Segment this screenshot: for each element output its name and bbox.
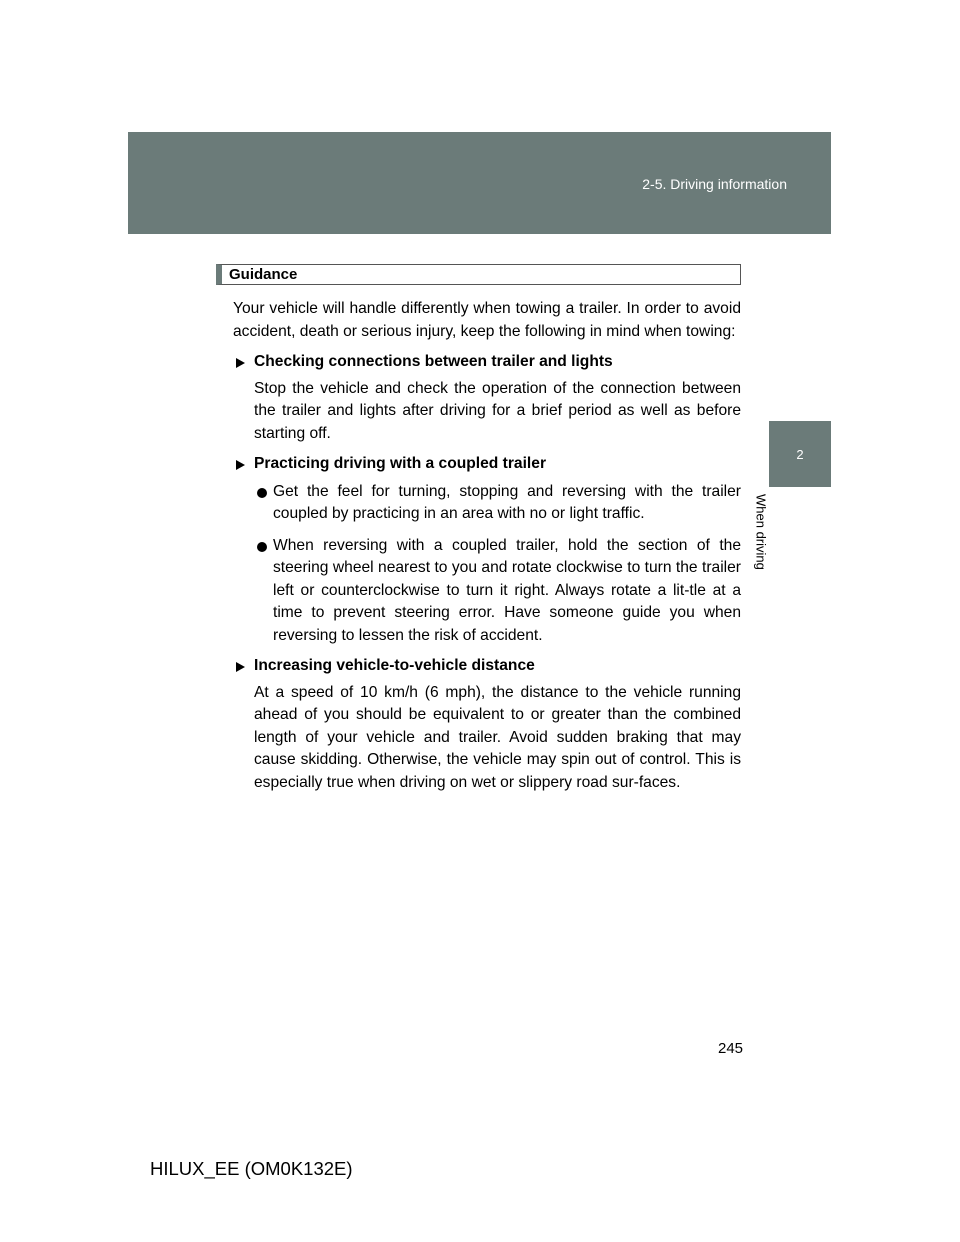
chapter-tab — [769, 421, 831, 487]
item-heading-text: Practicing driving with a coupled trailer — [254, 455, 547, 472]
dot-bullet-icon — [257, 542, 267, 552]
page-number: 245 — [718, 1040, 744, 1057]
guidance-box — [216, 264, 741, 285]
item-vehicle-distance — [233, 655, 741, 794]
triangle-bullet-icon — [236, 662, 245, 672]
triangle-bullet-icon — [236, 460, 245, 470]
item-practicing-driving — [233, 453, 741, 647]
item-heading — [233, 351, 741, 374]
header-band — [128, 132, 831, 234]
item-body: At a speed of 10 km/h (6 mph), the distance to the vehicle running ahead of you should be equivalent to or greater than the combined length of your vehicle and trailer. Avoid sudden braking that may cause skidding. Otherwise, the vehicle may spin out of control. This is especially true when driving on wet or slippery road sur-faces. — [254, 683, 741, 791]
item-heading — [233, 655, 741, 678]
guidance-title: Guidance — [229, 266, 298, 283]
bullet-item — [233, 481, 741, 526]
item-heading — [233, 453, 741, 476]
item-body: Stop the vehicle and check the operation of the connection between the trailer and lights after driving for a brief period as well as before starting off. — [254, 379, 741, 442]
section-title: 2-5. Driving information — [642, 176, 787, 192]
triangle-bullet-icon — [236, 358, 245, 368]
chapter-number: 2 — [796, 447, 804, 462]
intro-paragraph: Your vehicle will handle differently when towing a trailer. In order to avoid accident, death or serious injury, keep the following in mind when towing: — [233, 300, 741, 340]
chapter-caption-text: When driving — [753, 494, 769, 570]
chapter-caption — [753, 494, 810, 584]
bullet-text: Get the feel for turning, stopping and reversing with the trailer coupled by practicing in an area with no or light traffic. — [273, 482, 741, 522]
item-trailer-lights — [233, 351, 741, 445]
item-heading-text: Increasing vehicle-to-vehicle distance — [254, 657, 535, 674]
footer-code: HILUX_EE (OM0K132E) — [150, 1158, 353, 1179]
bullet-item — [233, 535, 741, 648]
bullet-text: When reversing with a coupled trailer, hold the section of the steering wheel nearest to you and rotate clockwise to turn the trailer left or counterclockwise to turn it right. Always rotate a lit-tle at a time to prevent steering error. Have someone guide you when reversing to lessen the risk of accident. — [273, 536, 741, 644]
guidance-content — [233, 298, 741, 794]
item-heading-text: Checking connections between trailer and lights — [254, 353, 613, 370]
dot-bullet-icon — [257, 488, 267, 498]
